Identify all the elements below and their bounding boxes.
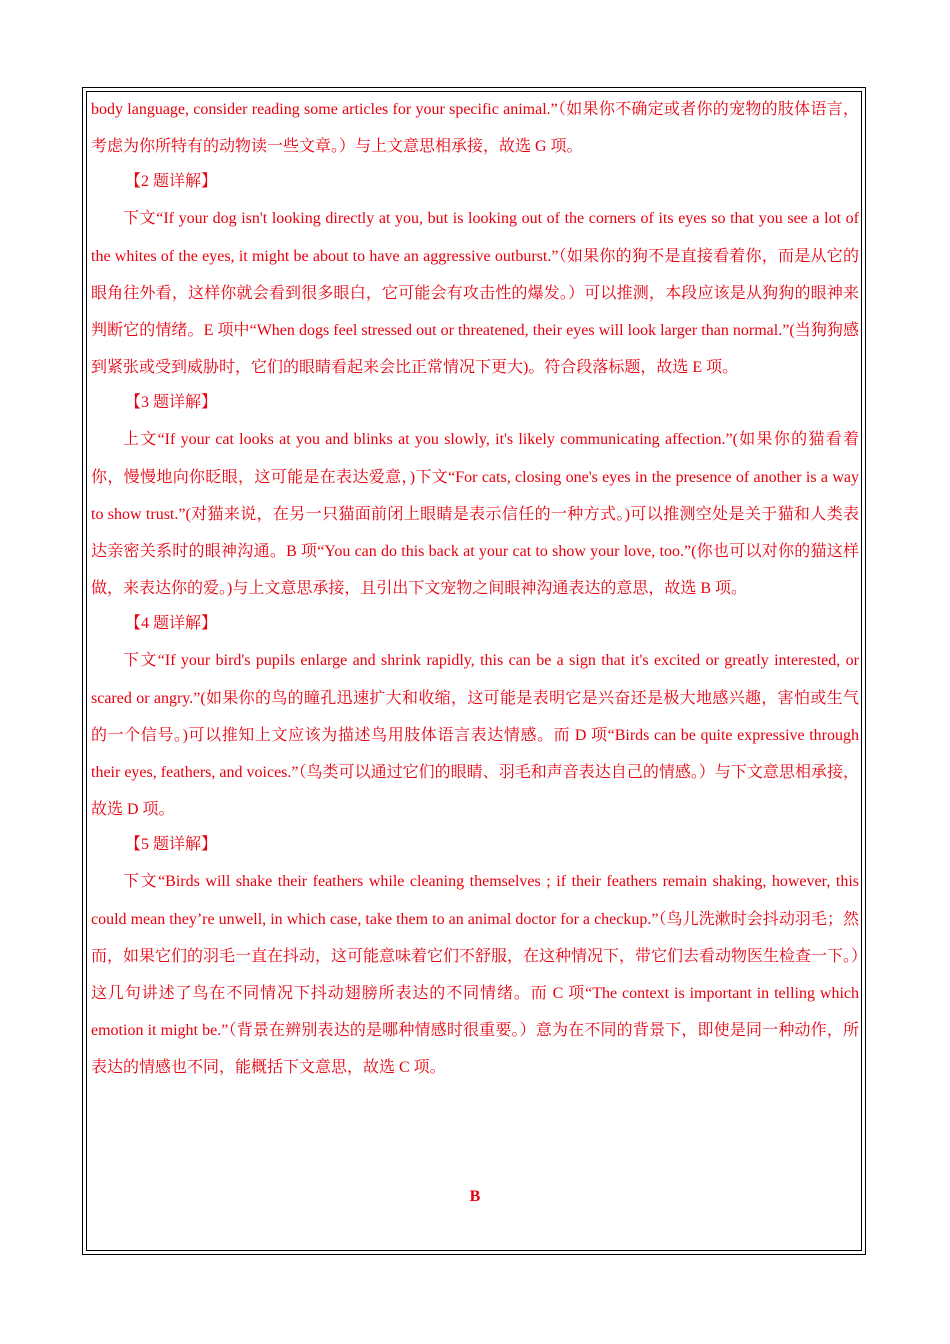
paragraph-continuation: body language, consider reading some articles for your specific animal.”（如果你不确定或者你的宠物的肢体语言，考虑为你所特有的动物读一些文章。）与上文意思相承接，故选 G 项。 <box>91 101 859 156</box>
paragraph-q3: 上文“If your cat looks at you and blinks at you slowly, it's likely communicating affection.”(如果你的猫看着你，慢慢地向你眨眼，这可能是在表达爱意，)下文“For cats, closing one's eyes in the presence of another is a way to show trust.”(对猫来说，在另一只猫面前闭上眼睛是表示信任的一种方式。)可以推测空处是关于猫和人类表达亲密关系时的眼神沟通。B 项“You can do this back at your cat to show your love, too.”(你也可以对你的猫这样做，来表达你的爱。)与上文意思承接，且引出下文宠物之间眼神沟通表达的意思，故选 B 项。 <box>91 431 859 598</box>
section-label: B <box>469 1188 481 1205</box>
paragraph-q4: 下文“If your bird's pupils enlarge and shrink rapidly, this can be a sign that it's excited or greatly interested, or scared or angry.”(如果你的鸟的瞳孔迅速扩大和收缩，这可能是表明它是兴奋还是极大地感兴趣，害怕或生气的一个信号。)可以推知上文应该为描述鸟用肢体语言表达情感。而 D 项“Birds can be quite expressive through their eyes, feathers, and voices.”（鸟类可以通过它们的眼睛、羽毛和声音表达自己的情感。）与下文意思相承接，故选 D 项。 <box>91 652 859 819</box>
heading-q5: 【5 题详解】 <box>125 836 218 854</box>
heading-q2: 【2 题详解】 <box>125 173 218 191</box>
heading-q3: 【3 题详解】 <box>125 394 218 412</box>
paragraph-q5: 下文“Birds will shake their feathers while cleaning themselves ; if their feathers remain shaking, however, this could mean they’re unwell, in which case, take them to an animal doctor for a checkup.”（鸟儿洗漱时会抖动羽毛；然而，如果它们的羽毛一直在抖动，这可能意味着它们不舒服，在这种情况下，带它们去看动物医生检查一下。）这几句讲述了鸟在不同情况下抖动翅膀所表达的不同情绪。而 C 项“The context is important in telling which emotion it might be.”（背景在辨别表达的是哪种情感时很重要。）意为在不同的背景下，即使是同一种动作，所表达的情感也不同，能概括下文意思，故选 C 项。 <box>91 873 860 1077</box>
heading-q4: 【4 题详解】 <box>125 615 218 633</box>
answer-explanation-block <box>91 91 859 1087</box>
paragraph-q2: 下文“If your dog isn't looking directly at you, but is looking out of the corners of its eyes so that you see a lot of the whites of the eyes, it might be about to have an aggressive outburst.”（如果你的狗不是直接看着你，而是从它的眼角往外看，这样你就会看到很多眼白，它可能会有攻击性的爆发。）可以推测，本段应该是从狗狗的眼神来判断它的情绪。E 项中“When dogs feel stressed out or threatened, their eyes will look larger than normal.”(当狗狗感到紧张或受到威胁时，它们的眼睛看起来会比正常情况下更大)。符合段落标题，故选 E 项。 <box>91 210 859 377</box>
